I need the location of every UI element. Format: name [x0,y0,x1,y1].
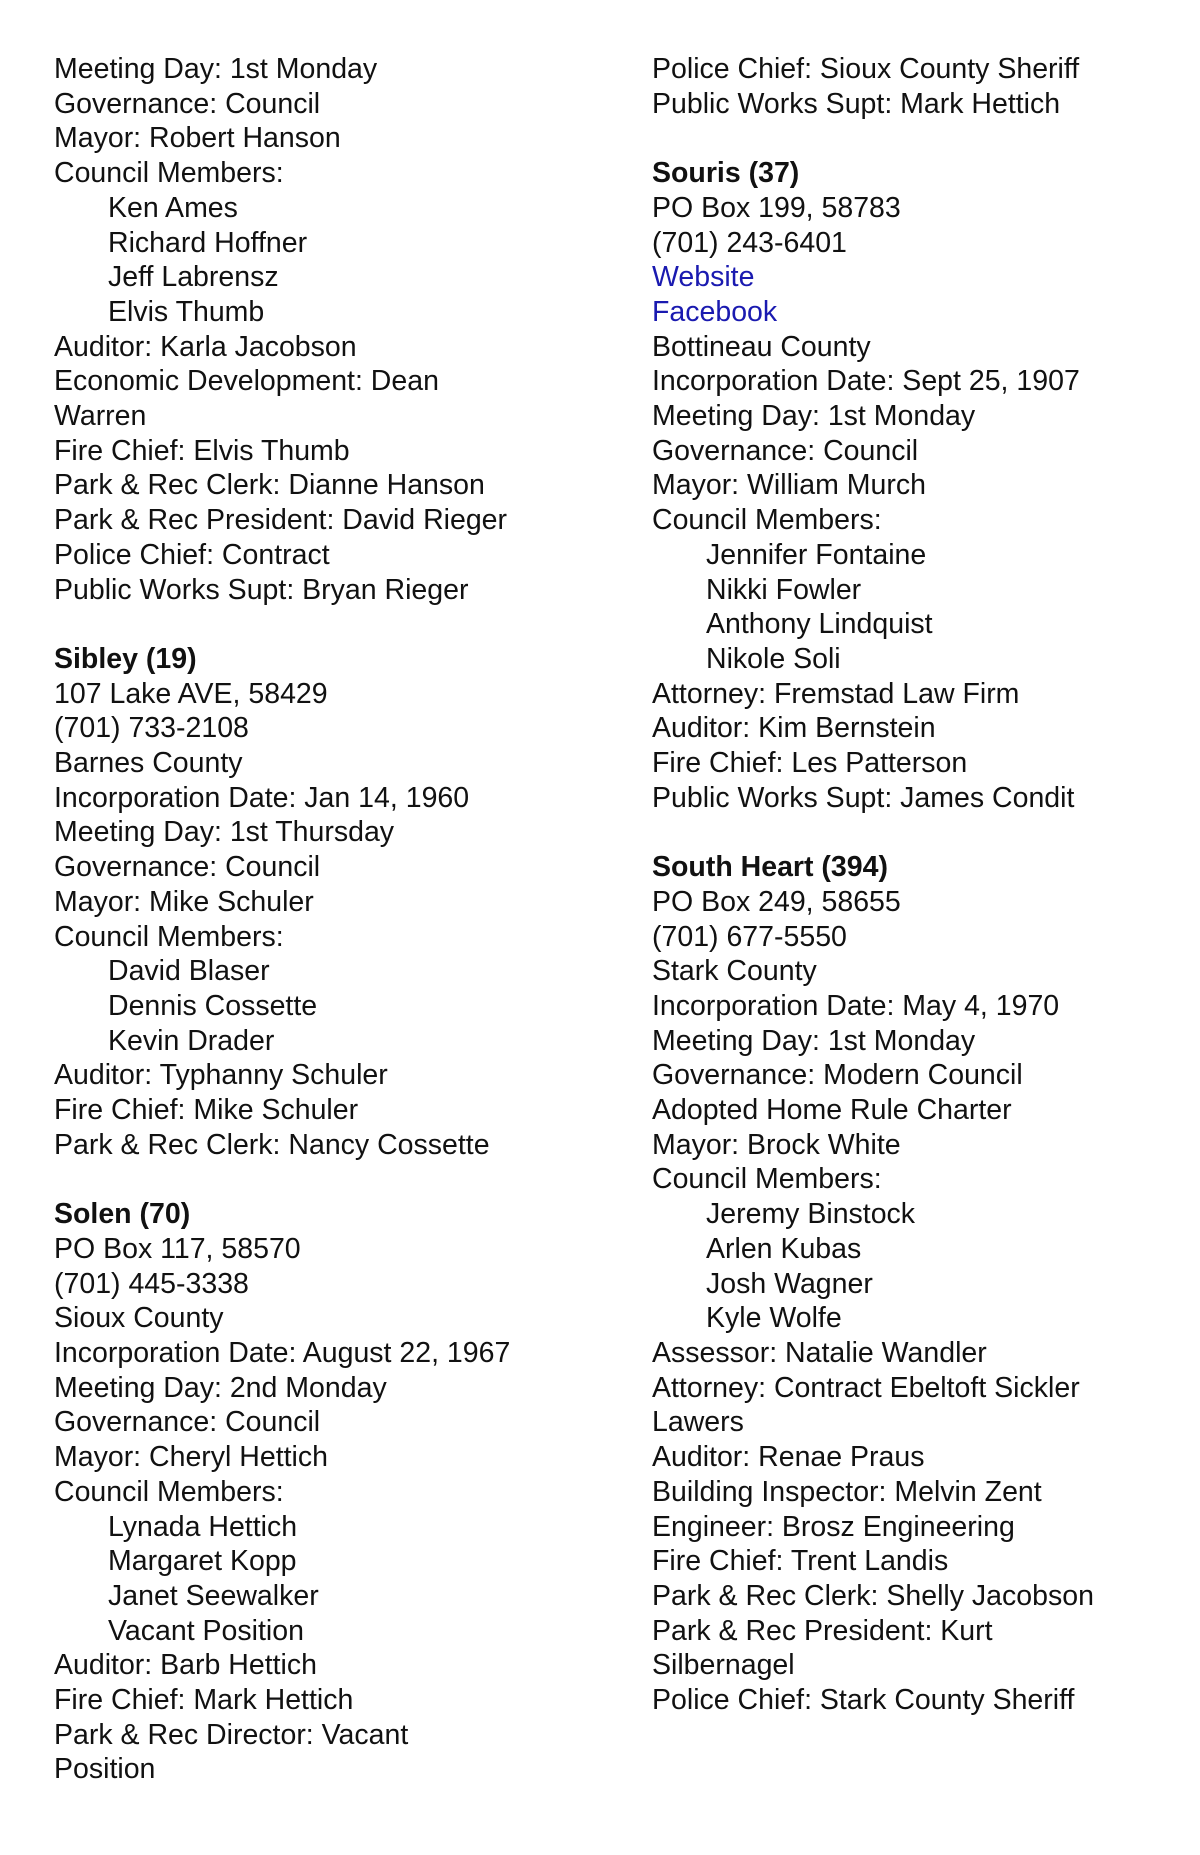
council-members-label: Council Members: [652,504,882,537]
official: Building Inspector: Melvin Zent [652,1475,1042,1508]
official: Fire Chief: Mike Schuler [54,1094,359,1127]
meeting-day: Meeting Day: 1st Monday [652,1024,976,1057]
council-members-label: Council Members: [54,1475,284,1508]
right-column [652,52,1192,1718]
city-heading: Solen (70) [54,1198,191,1231]
council-member: Margaret Kopp [108,1545,297,1578]
official: Economic Development: Dean [54,365,439,398]
official: Engineer: Brosz Engineering [652,1510,1015,1543]
governance: Governance: Council [54,87,321,120]
official: Silbernagel [652,1649,795,1682]
official: Park & Rec Clerk: Nancy Cossette [54,1128,490,1161]
meeting-day: Meeting Day: 1st Monday [54,53,378,85]
city-entry-continued [54,52,594,607]
official: Park & Rec President: David Rieger [54,504,508,537]
left-column [54,52,594,1787]
spacer [652,815,1192,850]
meeting-day: Meeting Day: 1st Thursday [54,816,395,849]
address: 107 Lake AVE, 58429 [54,677,328,710]
incorporation-date: Incorporation Date: May 4, 1970 [652,989,1060,1022]
official: Position [54,1753,156,1786]
spacer [54,607,594,642]
governance: Governance: Council [652,434,919,467]
address: PO Box 117, 58570 [54,1232,301,1265]
mayor: Mayor: Robert Hanson [54,122,341,155]
council-member: Kevin Drader [108,1024,275,1057]
council-member: Lynada Hettich [108,1510,298,1543]
spacer [54,1162,594,1197]
incorporation-date: Incorporation Date: August 22, 1967 [54,1336,511,1369]
official: Fire Chief: Les Patterson [652,747,968,780]
council-member: Vacant Position [108,1614,304,1647]
official: Auditor: Typhanny Schuler [54,1059,388,1092]
mayor: Mayor: Cheryl Hettich [54,1441,328,1474]
council-member: Anthony Lindquist [706,608,933,641]
address: PO Box 199, 58783 [652,191,901,224]
official: Fire Chief: Mark Hettich [54,1684,354,1717]
incorporation-date: Incorporation Date: Sept 25, 1907 [652,365,1080,398]
city-entry-solen [54,1197,594,1787]
city-entry-south-heart [652,850,1192,1718]
council-member: Richard Hoffner [108,226,308,259]
governance: Governance: Council [54,1406,321,1439]
mayor: Mayor: Brock White [652,1128,901,1161]
phone: (701) 445-3338 [54,1267,249,1300]
city-entry-souris [652,156,1192,815]
official: Park & Rec Clerk: Dianne Hanson [54,469,485,502]
governance: Governance: Council [54,851,321,884]
county: Barnes County [54,747,243,780]
phone: (701) 677-5550 [652,920,847,953]
official: Auditor: Karla Jacobson [54,330,357,363]
council-members-label: Council Members: [652,1163,882,1196]
official: Attorney: Contract Ebeltoft Sickler [652,1371,1080,1404]
official: Public Works Supt: James Condit [652,781,1075,814]
official: Fire Chief: Trent Landis [652,1545,949,1578]
official: Attorney: Fremstad Law Firm [652,677,1020,710]
city-entry-sibley [54,642,594,1163]
official: Lawers [652,1406,744,1439]
official: Warren [54,400,147,433]
official: Police Chief: Stark County Sheriff [652,1684,1075,1717]
official: Auditor: Barb Hettich [54,1649,317,1682]
official: Public Works Supt: Mark Hettich [652,87,1061,120]
address: PO Box 249, 58655 [652,885,901,918]
council-member: Kyle Wolfe [706,1302,842,1335]
council-member: Jeremy Binstock [706,1198,916,1231]
official: Police Chief: Sioux County Sheriff [652,53,1080,85]
official: Park & Rec President: Kurt [652,1614,993,1647]
council-member: Nikole Soli [706,642,841,675]
council-member: Dennis Cossette [108,989,318,1022]
official: Fire Chief: Elvis Thumb [54,434,350,467]
county: Stark County [652,955,817,988]
website-link[interactable]: Website [652,261,755,294]
official: Park & Rec Clerk: Shelly Jacobson [652,1579,1094,1612]
council-member: Ken Ames [108,191,238,224]
official: Police Chief: Contract [54,538,330,571]
council-member: Arlen Kubas [706,1232,862,1265]
county: Sioux County [54,1302,224,1335]
meeting-day: Meeting Day: 1st Monday [652,400,976,433]
council-member: David Blaser [108,955,270,988]
official: Auditor: Kim Bernstein [652,712,936,745]
mayor: Mayor: Mike Schuler [54,885,314,918]
city-heading: Souris (37) [652,157,800,190]
governance: Governance: Modern Council [652,1059,1023,1092]
phone: (701) 243-6401 [652,226,847,259]
council-member: Josh Wagner [706,1267,873,1300]
mayor: Mayor: William Murch [652,469,926,502]
council-members-label: Council Members: [54,157,284,190]
incorporation-date: Incorporation Date: Jan 14, 1960 [54,781,470,814]
city-heading: Sibley (19) [54,642,197,675]
official: Assessor: Natalie Wandler [652,1336,987,1369]
official: Park & Rec Director: Vacant [54,1718,409,1751]
council-member: Elvis Thumb [108,295,265,328]
council-member: Jeff Labrensz [108,261,279,294]
official: Public Works Supt: Bryan Rieger [54,573,469,606]
facebook-link[interactable]: Facebook [652,295,778,328]
council-member: Janet Seewalker [108,1579,319,1612]
council-members-label: Council Members: [54,920,284,953]
home-rule-charter: Adopted Home Rule Charter [652,1094,1012,1127]
city-entry-continued [652,52,1192,121]
official: Auditor: Renae Praus [652,1441,925,1474]
county: Bottineau County [652,330,871,363]
council-member: Nikki Fowler [706,573,862,606]
phone: (701) 733-2108 [54,712,249,745]
meeting-day: Meeting Day: 2nd Monday [54,1371,387,1404]
city-heading: South Heart (394) [652,851,888,884]
council-member: Jennifer Fontaine [706,538,927,571]
spacer [652,121,1192,156]
